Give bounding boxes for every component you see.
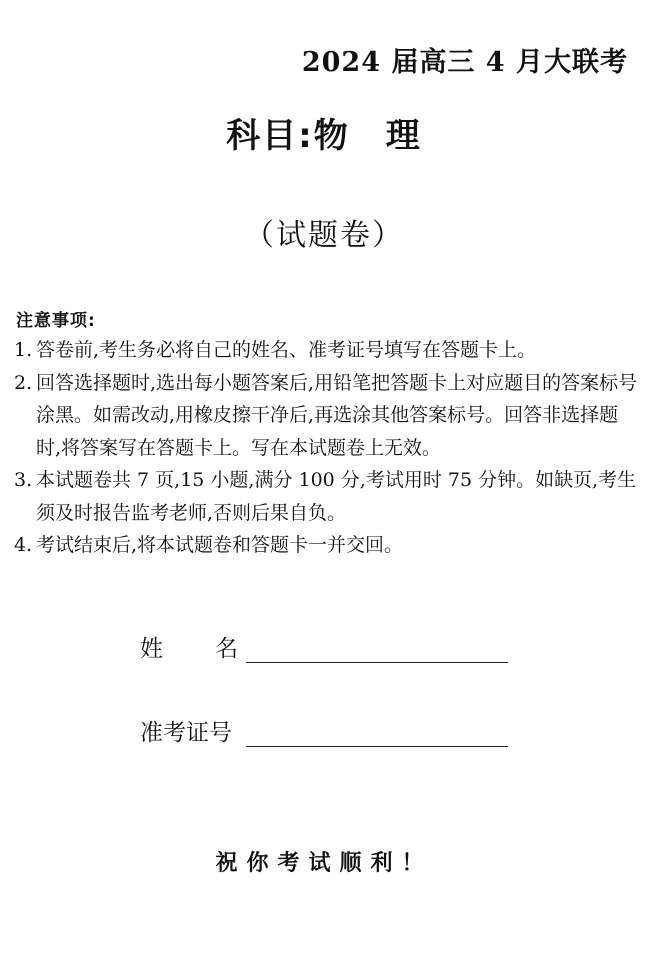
- note-number: 1.: [14, 339, 33, 361]
- note-number: 4.: [14, 534, 33, 556]
- exam-id-label: 准考证号: [140, 720, 232, 746]
- note-item: [14, 367, 640, 465]
- name-input-line[interactable]: [246, 634, 508, 663]
- note-item: [14, 464, 640, 529]
- paper-type: （试题卷）: [244, 218, 404, 253]
- exam-title: 2024 届高三 4 月大联考: [301, 47, 628, 78]
- name-label-char: 姓: [140, 636, 163, 662]
- note-item: [14, 334, 640, 367]
- notes-list: [14, 334, 640, 562]
- note-item: [14, 529, 640, 562]
- notes-heading: 注意事项:: [16, 311, 96, 331]
- name-label: [140, 630, 246, 663]
- good-luck-message: 祝你考试顺利！: [215, 851, 433, 876]
- exam-id-input-line[interactable]: [246, 718, 508, 747]
- name-label-char: 名: [215, 636, 238, 662]
- note-text: 考试结束后,将本试题卷和答题卡一并交回。: [36, 534, 404, 556]
- note-number: 2.: [14, 371, 33, 394]
- name-field: [140, 630, 508, 663]
- note-text: 回答选择题时,选出每小题答案后,用铅笔把答题卡上对应题目的答案标号涂黑。如需改动,用橡皮擦干净后,再选涂其他答案标号。回答非选择题时,将答案写在答题卡上。写在本试题卷上无效。: [36, 371, 638, 459]
- subject-title: 科目:物 理: [226, 116, 422, 156]
- note-text: 本试题卷共 7 页,15 小题,满分 100 分,考试用时 75 分钟。如缺页,考生须及时报告监考老师,否则后果自负。: [36, 469, 637, 524]
- note-text: 答卷前,考生务必将自己的姓名、准考证号填写在答题卡上。: [36, 339, 537, 361]
- note-number: 3.: [14, 469, 33, 491]
- exam-id-field: [140, 714, 508, 747]
